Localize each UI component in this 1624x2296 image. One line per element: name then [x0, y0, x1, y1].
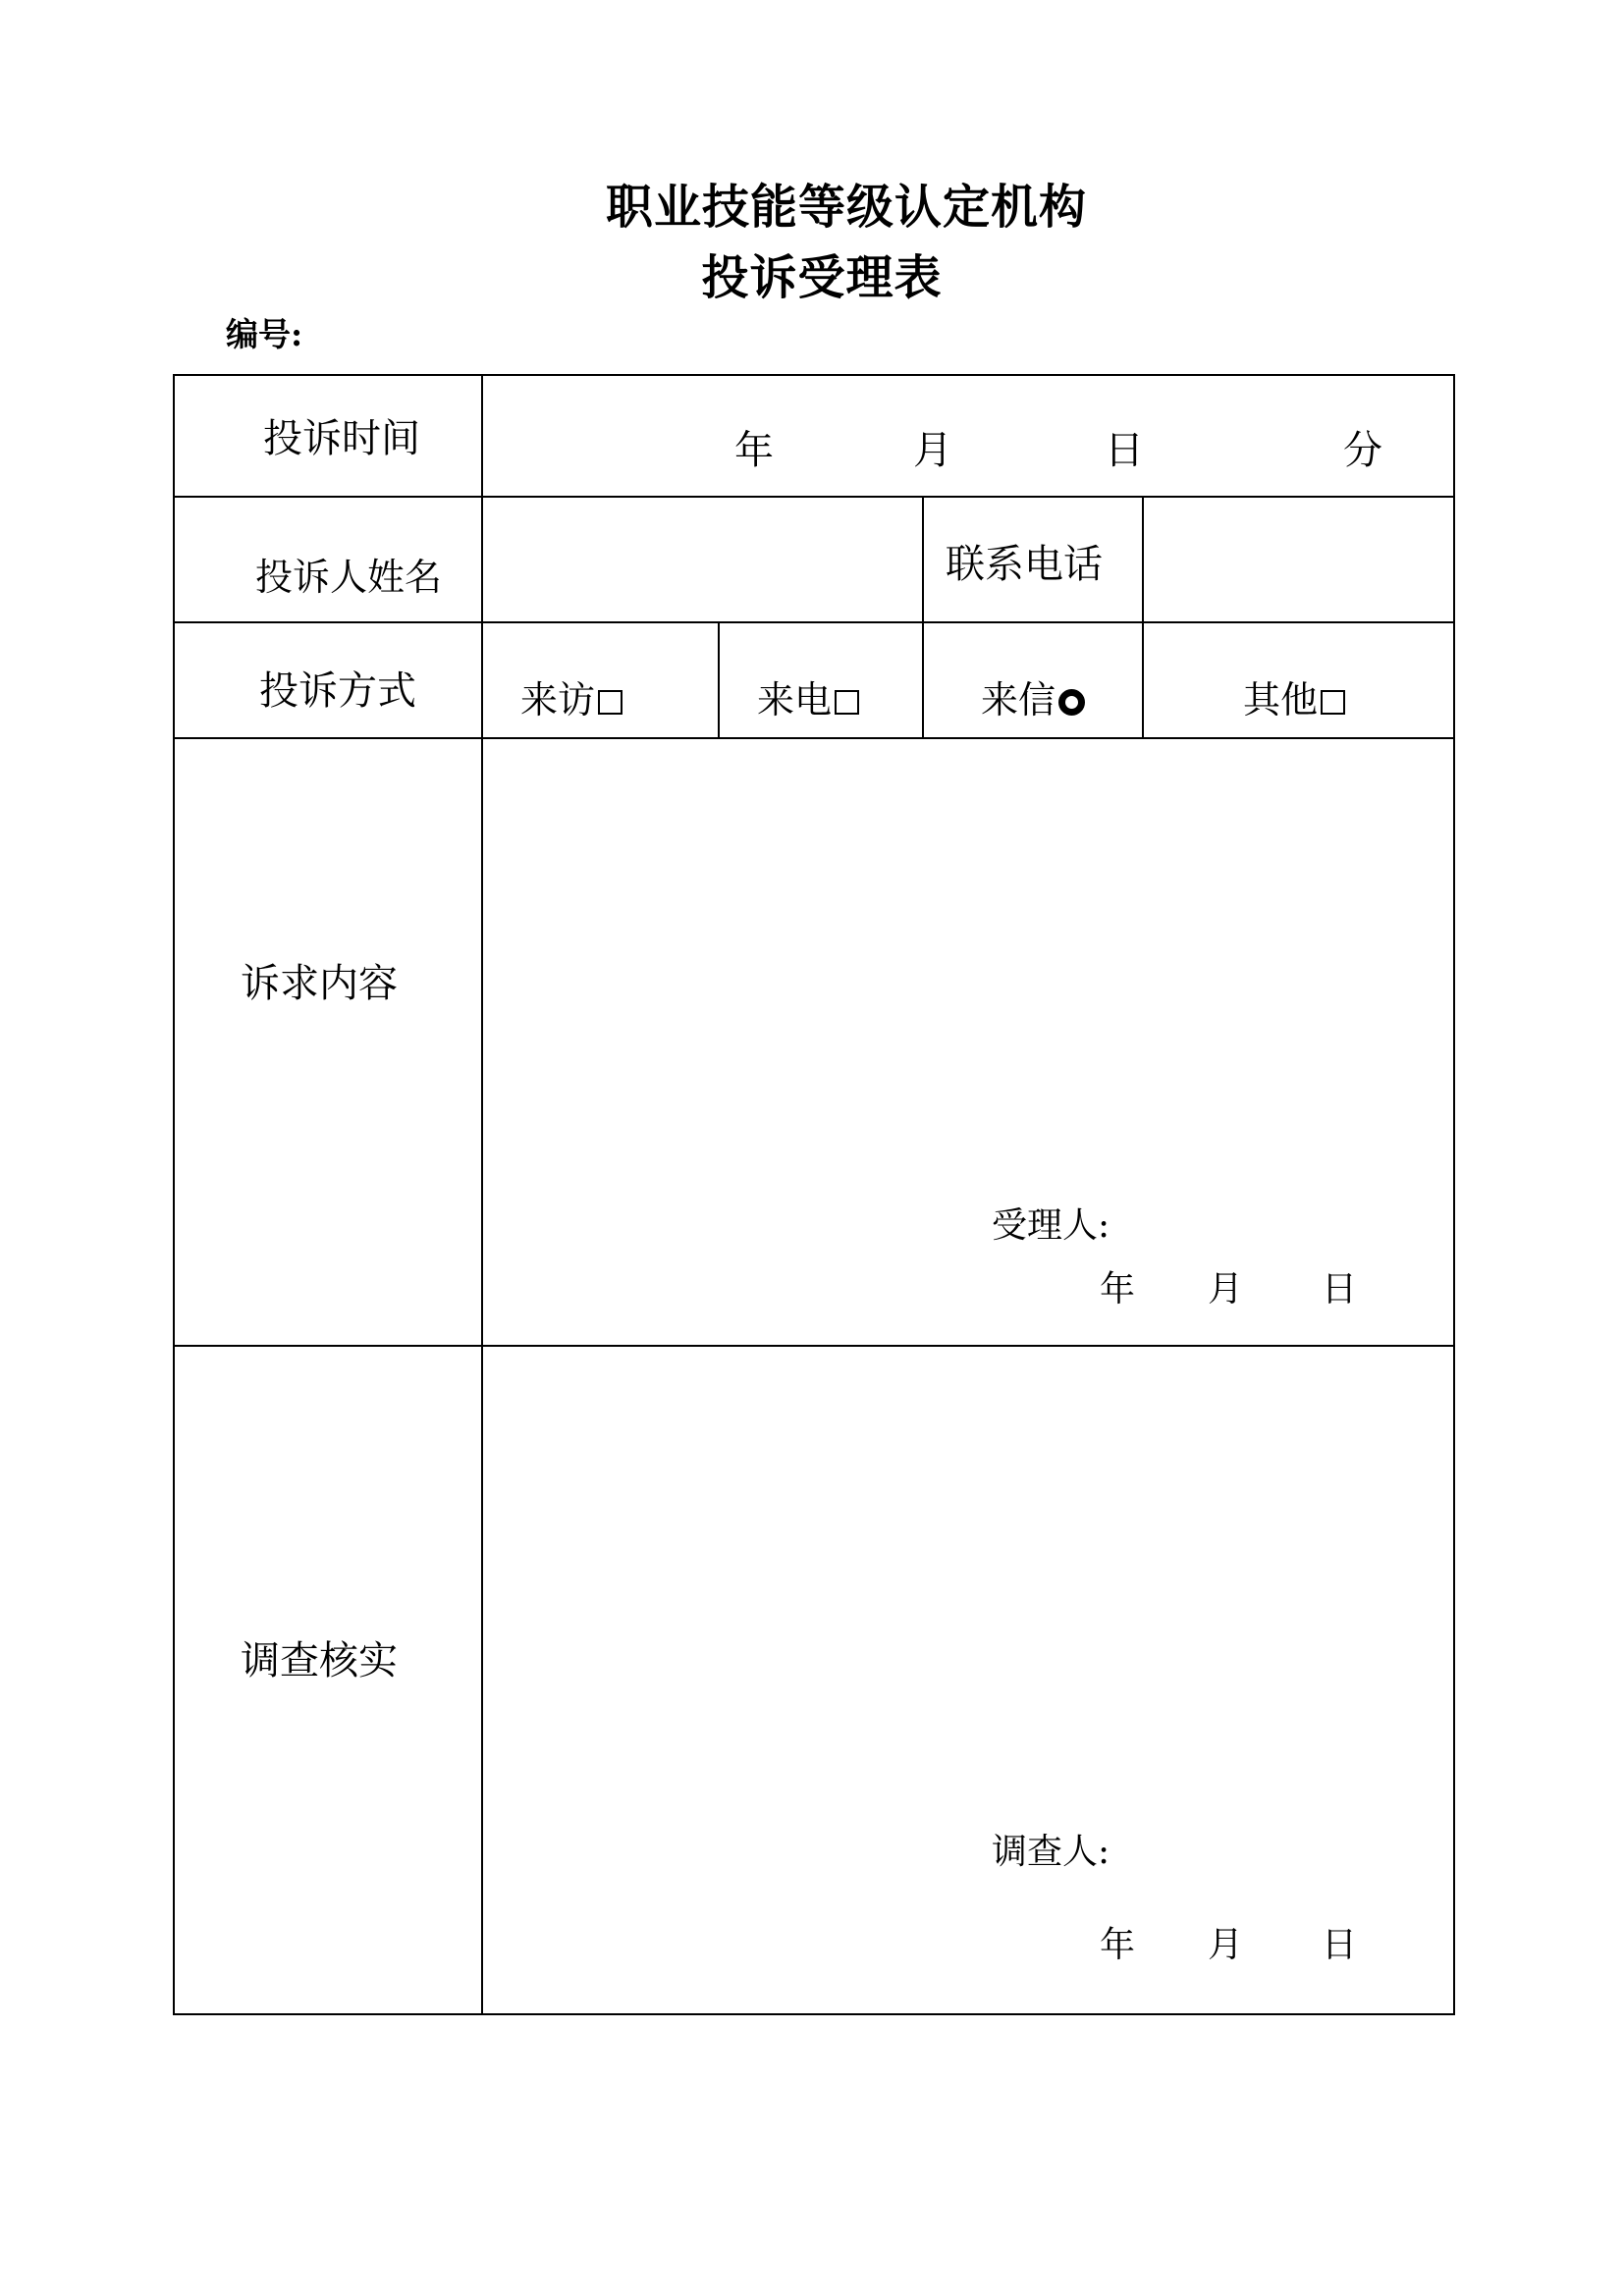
row-divider — [173, 1345, 1455, 1347]
checkbox-icon[interactable] — [1321, 690, 1345, 715]
complaint-method-label: 投诉方式 — [259, 668, 416, 714]
complaint-day-label: 日 — [1105, 428, 1144, 473]
receiver-label: 受理人: — [992, 1205, 1110, 1246]
method-option-phone[interactable] — [757, 669, 859, 723]
investigation-month-label: 月 — [1208, 1925, 1244, 1965]
method-option-letter[interactable] — [981, 669, 1085, 723]
method-option-other[interactable] — [1243, 669, 1345, 723]
appeal-content-label: 诉求内容 — [241, 961, 398, 1006]
investigation-day-label: 日 — [1322, 1925, 1358, 1965]
row-divider — [173, 496, 1455, 498]
complaint-time-label: 投诉时间 — [263, 416, 420, 461]
row-divider — [173, 621, 1455, 623]
appeal-year-label: 年 — [1100, 1269, 1136, 1309]
checkbox-icon[interactable] — [835, 690, 859, 715]
serial-number-label: 编号: — [226, 315, 303, 353]
investigation-label: 调查核实 — [241, 1638, 398, 1683]
complaint-month-label: 月 — [913, 428, 952, 473]
appeal-content-field[interactable] — [491, 751, 1443, 1183]
appeal-day-label: 日 — [1322, 1269, 1358, 1309]
column-divider — [1142, 496, 1144, 737]
complainant-name-field[interactable] — [491, 510, 913, 609]
method-option-label: 来访 — [520, 678, 596, 721]
method-option-label: 来电 — [757, 678, 833, 721]
form-title: 职业技能等级认定机构 — [605, 180, 1087, 235]
column-divider — [481, 374, 483, 2015]
contact-phone-field[interactable] — [1151, 510, 1445, 609]
method-option-label: 来信 — [981, 678, 1056, 721]
contact-phone-label: 联系电话 — [946, 542, 1103, 587]
complaint-year-label: 年 — [734, 428, 774, 473]
checkbox-icon[interactable] — [598, 690, 623, 715]
method-option-visit[interactable] — [520, 669, 623, 723]
investigation-field[interactable] — [491, 1360, 1443, 1791]
form-subtitle: 投诉受理表 — [701, 250, 943, 305]
column-divider — [718, 621, 720, 737]
investigation-year-label: 年 — [1100, 1925, 1136, 1965]
row-divider — [173, 737, 1455, 739]
complainant-name-label: 投诉人姓名 — [255, 556, 443, 599]
selected-circle-icon[interactable] — [1058, 689, 1085, 716]
column-divider — [922, 496, 924, 737]
appeal-month-label: 月 — [1208, 1269, 1244, 1309]
investigator-label: 调查人: — [992, 1832, 1110, 1872]
complaint-minute-label: 分 — [1343, 428, 1382, 473]
method-option-label: 其他 — [1243, 678, 1319, 721]
